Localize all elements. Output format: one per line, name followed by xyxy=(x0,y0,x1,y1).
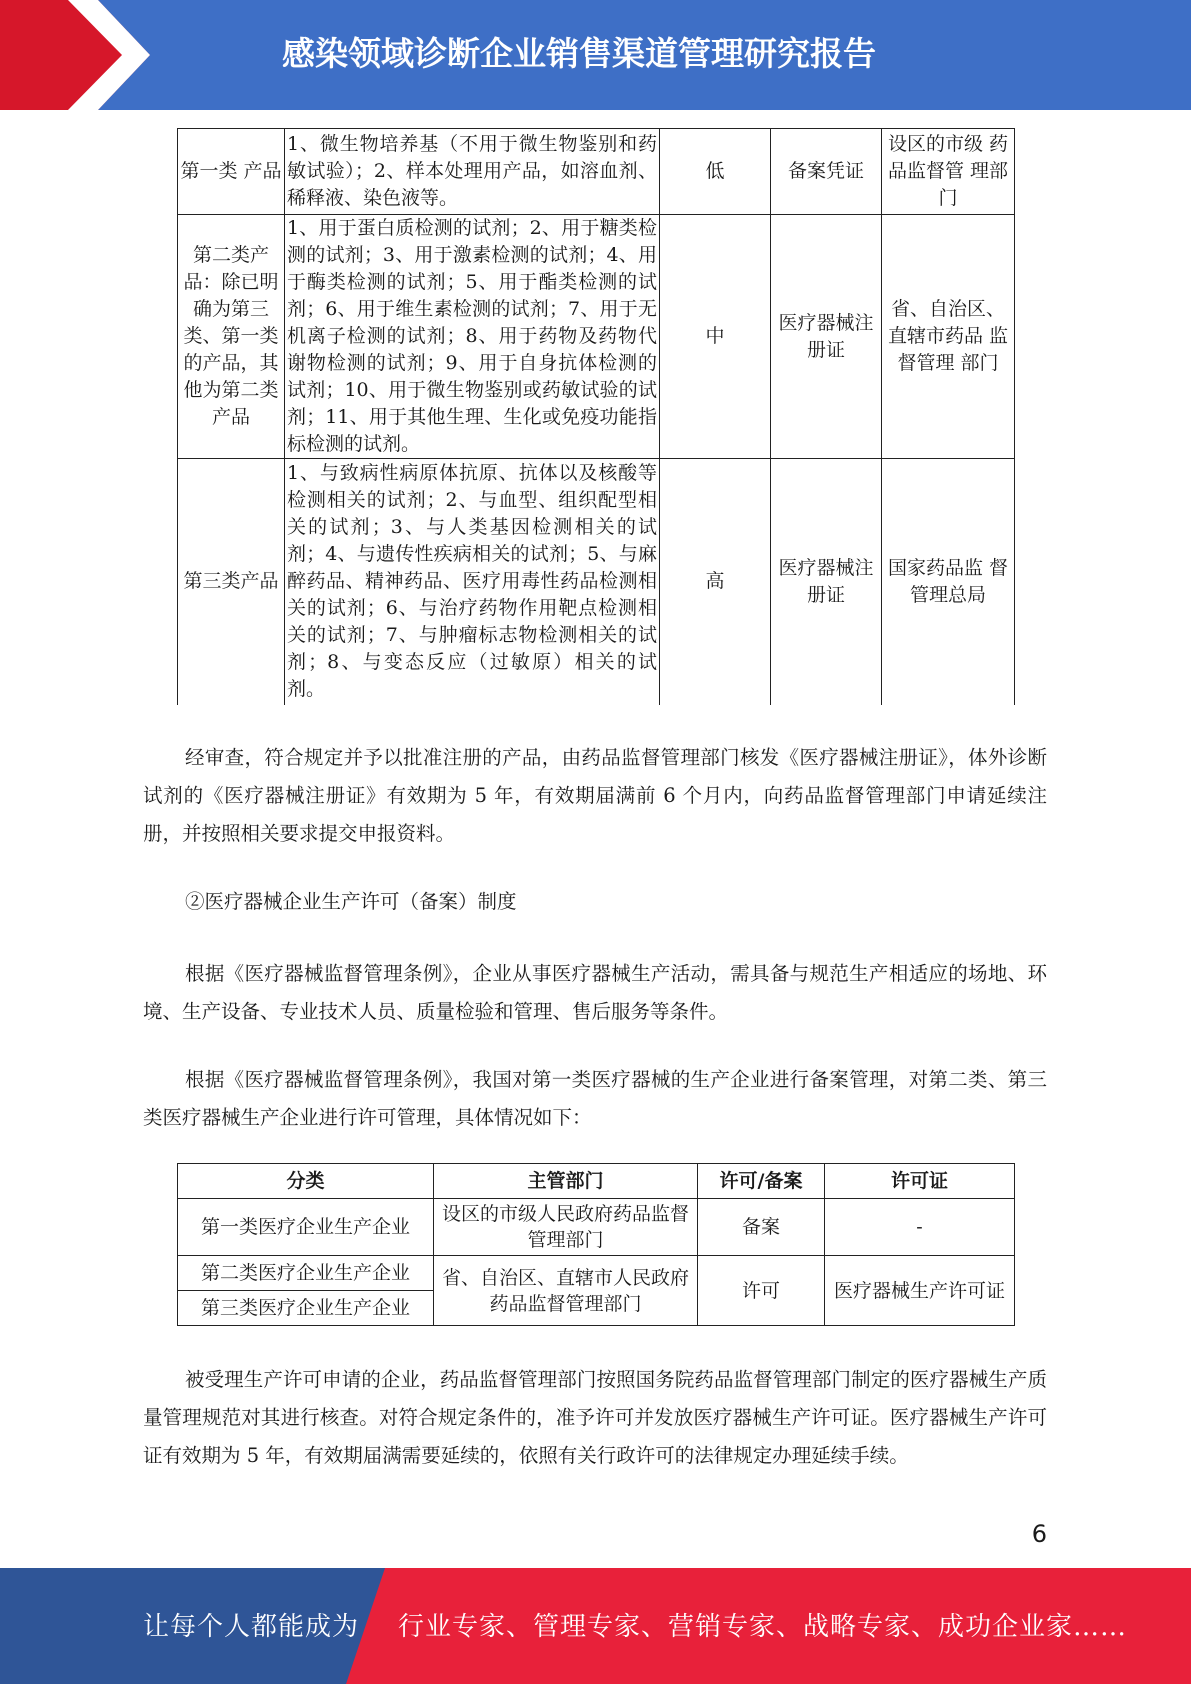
report-title: 感染领域诊断企业销售渠道管理研究报告 xyxy=(282,34,876,73)
table-row xyxy=(178,1256,1015,1291)
ivd-classification-table xyxy=(177,128,1015,705)
footer-band xyxy=(0,1568,1191,1684)
category-cell: 第二类医疗企业生产企业 xyxy=(178,1256,434,1291)
column-header: 许可证 xyxy=(825,1164,1015,1199)
license-cell: - xyxy=(825,1199,1015,1256)
certificate-cell: 医疗器械注册证 xyxy=(771,215,882,459)
table-row xyxy=(178,459,1015,705)
certificate-cell: 备案凭证 xyxy=(771,129,882,215)
category-cell: 第二类产品：除已明确为第三类、第一类的产品，其他为第二类产品 xyxy=(178,215,285,459)
department-cell: 省、自治区、直辖市药品 监督管理 部门 xyxy=(882,215,1015,459)
paragraph-production-conditions: 根据《医疗器械监督管理条例》，企业从事医疗器械生产活动，需具备与规范生产相适应的场地、环境、生产设备、专业技术人员、质量检验和管理、售后服务等条件。 xyxy=(143,962,1047,1023)
table-row xyxy=(178,215,1015,459)
category-cell: 第三类医疗企业生产企业 xyxy=(178,1291,434,1326)
risk-cell: 高 xyxy=(660,459,771,705)
description-cell: 1、微生物培养基（不用于微生物鉴别和药敏试验）；2、样本处理用产品，如溶血剂、稀释液、染色液等。 xyxy=(285,129,660,215)
type-cell: 许可 xyxy=(698,1256,825,1326)
footer-slogan-right: 行业专家、管理专家、营销专家、战略专家、成功企业家…… xyxy=(398,1612,1128,1642)
risk-cell: 中 xyxy=(660,215,771,459)
department-cell: 设区的市级人民政府药品监督管理部门 xyxy=(434,1199,698,1256)
type-cell: 备案 xyxy=(698,1199,825,1256)
risk-cell: 低 xyxy=(660,129,771,215)
department-cell: 省、自治区、直辖市人民政府药品监督管理部门 xyxy=(434,1256,698,1326)
department-cell: 设区的市级 药品监督管 理部门 xyxy=(882,129,1015,215)
production-license-table xyxy=(177,1163,1015,1326)
description-cell: 1、与致病性病原体抗原、抗体以及核酸等检测相关的试剂；2、与血型、组织配型相关的试剂；3、与人类基因检测相关的试剂；4、与遗传性疾病相关的试剂；5、与麻醉药品、精神药品、医疗用毒性药品检测相关的试剂；6、与治疗药物作用靶点检测相关的试剂；7、与肿瘤标志物检测相关的试剂；8、与变态反应（过敏原）相关的试剂。 xyxy=(285,459,660,705)
category-cell: 第一类医疗企业生产企业 xyxy=(178,1199,434,1256)
category-cell: 第一类 产品 xyxy=(178,129,285,215)
category-cell: 第三类产品 xyxy=(178,459,285,705)
column-header: 分类 xyxy=(178,1164,434,1199)
header-band xyxy=(0,0,1191,110)
footer-slogan-left: 让每个人都能成为 xyxy=(143,1612,360,1642)
paragraph-registration-validity: 经审查，符合规定并予以批准注册的产品，由药品监督管理部门核发《医疗器械注册证》，体外诊断试剂的《医疗器械注册证》有效期为 5 年，有效期届满前 6 个月内，向药品监督管理部门申请延续注册，并按照相关要求提交申报资料。 xyxy=(143,746,1047,845)
table-row xyxy=(178,1199,1015,1256)
paragraph-license-management: 根据《医疗器械监督管理条例》，我国对第一类医疗器械的生产企业进行备案管理，对第二类、第三类医疗器械生产企业进行许可管理，具体情况如下： xyxy=(143,1068,1047,1129)
department-cell: 国家药品监 督管理总局 xyxy=(882,459,1015,705)
header-arrow-decoration xyxy=(0,0,300,110)
license-cell: 医疗器械生产许可证 xyxy=(825,1256,1015,1326)
column-header: 许可/备案 xyxy=(698,1164,825,1199)
paragraph-license-review: 被受理生产许可申请的企业，药品监督管理部门按照国务院药品监督管理部门制定的医疗器械生产质量管理规范对其进行核查。对符合规定条件的，准予许可并发放医疗器械生产许可证。医疗器械生产许可证有效期为 5 年，有效期届满需要延续的，依照有关行政许可的法律规定办理延续手续。 xyxy=(143,1368,1047,1467)
table-header-row xyxy=(178,1164,1015,1199)
column-header: 主管部门 xyxy=(434,1164,698,1199)
description-cell: 1、用于蛋白质检测的试剂；2、用于糖类检测的试剂；3、用于激素检测的试剂；4、用于酶类检测的试剂；5、用于酯类检测的试剂；6、用于维生素检测的试剂；7、用于无机离子检测的试剂；8、用于药物及药物代谢物检测的试剂；9、用于自身抗体检测的试剂；10、用于微生物鉴别或药敏试验的试剂；11、用于其他生理、生化或免疫功能指标检测的试剂。 xyxy=(285,215,660,459)
section-heading-production-license: ②医疗器械企业生产许可（备案）制度 xyxy=(185,890,517,913)
page-number: 6 xyxy=(1031,1520,1047,1548)
table-row xyxy=(178,129,1015,215)
certificate-cell: 医疗器械注册证 xyxy=(771,459,882,705)
